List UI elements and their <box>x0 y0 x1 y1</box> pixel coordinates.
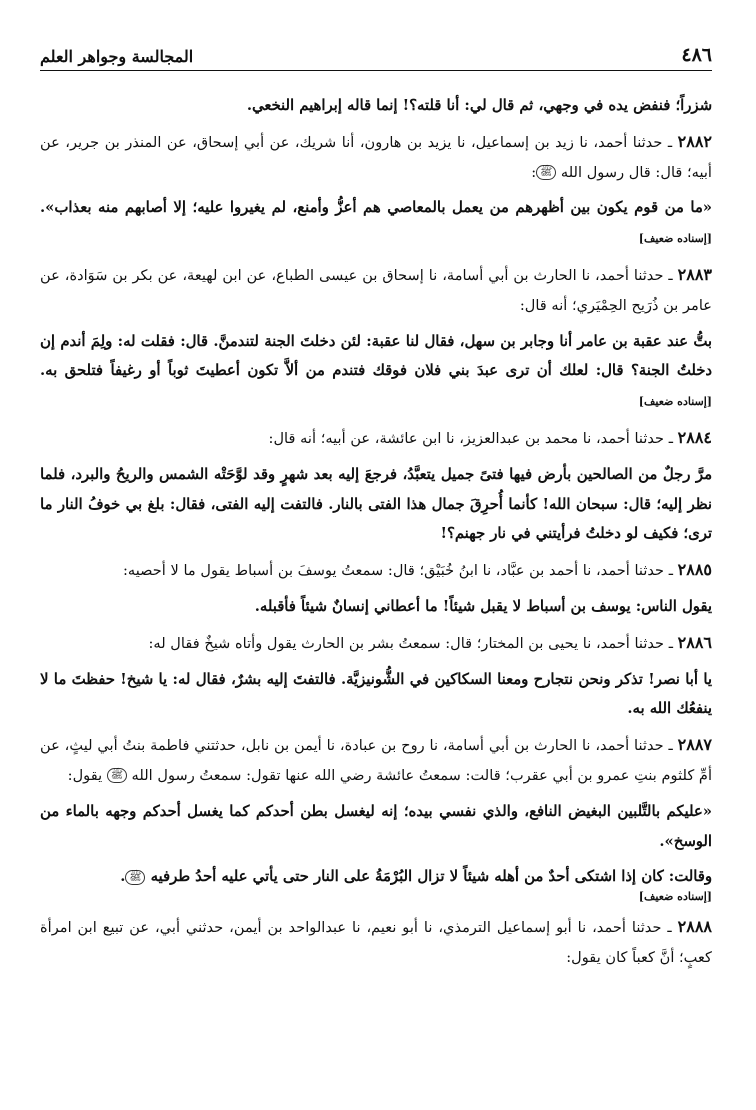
quote-paragraph: «ما من قوم يكون بين أظهرهم من يعمل بالمعاصي هم أعزُّ وأمنع، لم يغيروا عليه؛ إلا أصابهم منه بعذاب». [إسناده ضعيف] <box>40 199 712 246</box>
page-header <box>40 40 712 71</box>
quote-paragraph: يقول الناس: يوسف بن أسباط لا يقبل شيئاً! ما أعطاني إنسانٌ شيئاً فأقبله. <box>254 597 712 615</box>
eulogy-icon: ﷺ <box>536 165 556 180</box>
hadith-entry-2883: ٢٨٨٣ ـ حدثنا أحمد، نا الحارث بن أبي أسامة، نا إسحاق بن عيسى الطباع، عن ابن لهيعة، عن بكر بن سَوَادة، عن عامر بن ذُرَيح الحِمْيَري؛ أنه قال: <box>40 264 712 314</box>
quote-paragraph: شزراً؛ فنفض يده في وجهي، ثم قال لي: أنا قلته؟! إنما قاله إبراهيم النخعي. <box>246 97 712 114</box>
entry-number: ٢٨٨٤ <box>677 427 712 447</box>
quote-paragraph: بتُّ عند عقبة بن عامر أنا وجابر بن سهل، فقال لنا عقبة: لئن دخلتَ الجنة لتندمنَّ. قال: فقلت له: ولِمَ أندم إن دخلتُ الجنة؟ قال: لعلك أن ترى عبدَ بني فلان فوقك فتندم من ألاَّ تكون أعطيتَ ثوباً أو رغيفاً فتلحق به. [إسناده ضعيف] <box>40 332 712 409</box>
hadith-entry-2882: ٢٨٨٢ ـ حدثنا أحمد، نا زيد بن إسماعيل، نا يزيد بن هارون، أنا شريك، عن أبي إسحاق، عن المنذر بن جرير، عن أبيه؛ قال: قال رسول الله ﷺ: <box>40 131 713 181</box>
eulogy-icon: ﷺ <box>125 870 145 885</box>
eulogy-icon: ﷺ <box>107 768 127 783</box>
hadith-entry-2887: ٢٨٨٧ ـ حدثنا أحمد، نا الحارث بن أبي أسامة، نا روح بن عبادة، نا أيمن بن نابل، حدثتني فاطمة بنتُ أبي ليثٍ، عن أمِّ كلثوم بنتِ عمرو بن أبي عقرب؛ قالت: سمعتُ عائشة رضي الله عنها تقول: سمعتُ رسول الله ﷺ يقول: <box>40 735 713 784</box>
entry-number: ٢٨٨٥ <box>677 560 712 580</box>
hadith-entry-2886: ٢٨٨٦ ـ حدثنا أحمد، نا يحيى بن المختار؛ قال: سمعتُ بشر بن الحارث يقول وأتاه شيخٌ فقال له: <box>148 632 712 652</box>
quote-paragraph: مرَّ رجلٌ من الصالحين بأرض فيها فتىً جميل يتعبَّدُ، فرجعَ إليه بعد شهرٍ وقد لوَّحَتْه الشمس والريحُ والبرد، فلما نظر إليه؛ قال: سبحان الله! كأنما أُحرِقَ جمال هذا الفتى بالنار. فالتفت إليه الفتى، فقال: بلغ بي خوفُ النار ما ترى؛ فكيف لو دخلتُ فرأيتني في نار جهنم؟! <box>40 465 712 543</box>
grading-tag: [إسناده ضعيف] <box>638 890 712 904</box>
entry-number: ٢٨٨٦ <box>677 632 712 652</box>
quote-paragraph: يا أبا نصر! تذكر ونحن نتجارح ومعنا السكاكين في الشُّونيزيَّة. فالتفتَ إليه بشرٌ، فقال له: يا شيخ! حفظتَ ما لا ينفعُك الله به. <box>40 670 712 718</box>
entry-number: ٢٨٨٢ <box>677 131 713 151</box>
entry-number: ٢٨٨٧ <box>677 735 713 755</box>
book-title: المجالسة وجواهر العلم <box>40 47 194 66</box>
grading-tag: [إسناده ضعيف] <box>638 395 712 409</box>
quote-paragraph: وقالت: كان إذا اشتكى أحدٌ من أهله شيئاً لا تزال البُرْمَةُ على النار حتى يأتي عليه أحدُ طرفيه ﷺ. <box>120 868 712 886</box>
entry-number: ٢٨٨٨ <box>677 917 712 937</box>
quote-paragraph: «عليكم بالتَّلبين البغيض النافع، والذي نفسي بيده؛ إنه ليغسل بطن أحدكم كما يغسل أحدكم وجهه بالماء من الوسخ». <box>40 802 712 850</box>
hadith-entry-2888: ٢٨٨٨ ـ حدثنا أحمد، نا أبو إسماعيل الترمذي، نا أبو نعيم، نا عبدالواحد بن أيمن، حدثني أبي، عن تبيع ابن امرأة كعبٍ؛ أنَّ كعباً كان يقول: <box>40 917 712 966</box>
page-number: ٤٨٦ <box>681 44 712 66</box>
hadith-entry-2884: ٢٨٨٤ ـ حدثنا أحمد، نا محمد بن عبدالعزيز، نا ابن عائشة، عن أبيه؛ أنه قال: <box>268 427 712 447</box>
hadith-entry-2885: ٢٨٨٥ ـ حدثنا أحمد، نا أحمد بن عبَّاد، نا ابنُ خُبَيْق؛ قال: سمعتُ يوسفَ بن أسباط يقول ما لا أحصيه: <box>122 560 712 580</box>
grading-tag: [إسناده ضعيف] <box>638 232 712 246</box>
entry-number: ٢٨٨٣ <box>677 264 712 284</box>
